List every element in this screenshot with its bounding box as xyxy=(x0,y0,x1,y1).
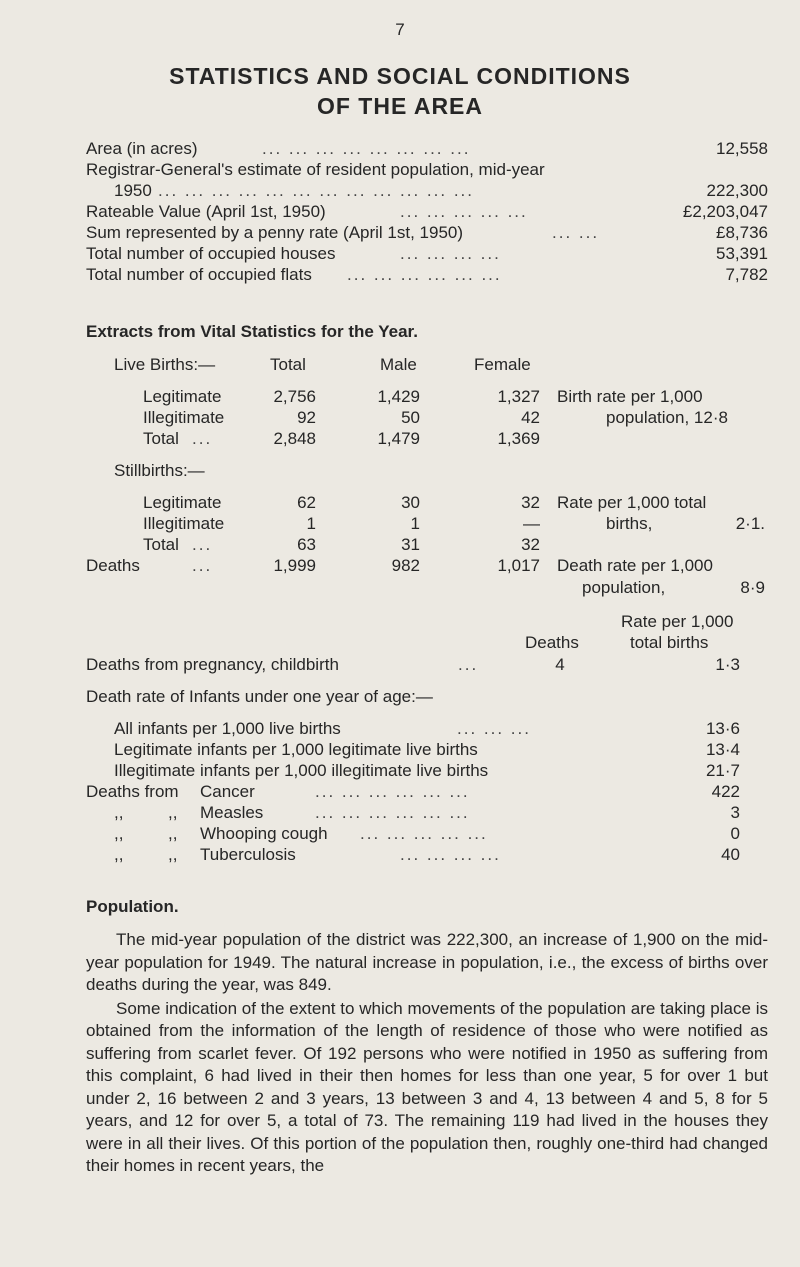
row-label: All infants per 1,000 live births xyxy=(114,719,341,738)
cell-male: 1,479 xyxy=(377,429,420,448)
leader-dots: ... xyxy=(192,429,213,448)
leader-dots: ... ... ... ... ... ... xyxy=(347,265,502,284)
leader-dots: ... ... xyxy=(552,223,600,242)
row-label: Deaths xyxy=(86,556,140,575)
row-label: Illegitimate xyxy=(143,514,225,533)
summary-label: Area (in acres) xyxy=(86,139,198,158)
summary-label: Sum represented by a penny rate (April 1st, 1950) xyxy=(86,223,464,242)
cell-female: — xyxy=(523,514,540,533)
paragraph: Some indication of the extent to which movements of the population are taking place is obtained from the information of the length of residence of those who were notified as suffering from scarlet fever. Of 192 persons who were notified in 1950 as suffering from this complaint, 6 had lived in their then homes for less than one year, 5 for over 1 but under 2, 16 between 2 and 3 years, 13 between 3 and 4, 13 between 4 and 5, 8 for 5 years, and 12 for over 5, a total of 73. The remaining 119 had lived in the houses they were in all their lives. Of this portion of the population then, roughly one-third had changed their homes in recent years, the xyxy=(86,998,768,1175)
cell-female: 32 xyxy=(521,535,540,554)
summary-value: £8,736 xyxy=(716,223,768,242)
birth-rate-note: Birth rate per 1,000 xyxy=(557,387,703,406)
leader-dots: ... ... ... ... xyxy=(400,244,501,263)
summary-value: 7,782 xyxy=(725,265,768,284)
causes-prefix: Deaths from xyxy=(86,782,179,801)
cell-total: 62 xyxy=(297,493,316,512)
row-label: Tuberculosis xyxy=(200,845,296,864)
stillbirth-rate-note-label: births, xyxy=(606,514,653,533)
section-heading-population: Population. xyxy=(86,897,179,916)
section-heading-vital-statistics: Extracts from Vital Statistics for the Year. xyxy=(86,322,418,341)
summary-label: Registrar-General's estimate of resident population, mid-year xyxy=(86,160,545,179)
row-label: Cancer xyxy=(200,782,255,801)
column-header-deaths: Deaths xyxy=(525,633,579,652)
ditto-mark: ,, xyxy=(114,845,124,864)
ditto-mark: ,, xyxy=(168,845,178,864)
cell-total: 2,848 xyxy=(273,429,316,448)
page-number: 7 xyxy=(395,20,405,39)
ditto-mark: ,, xyxy=(114,803,124,822)
leader-dots: ... ... ... xyxy=(457,719,531,738)
leader-dots: ... ... ... ... ... ... ... ... xyxy=(262,139,471,158)
row-label: Illegitimate xyxy=(143,408,225,427)
column-header-rate: Rate per 1,000 xyxy=(621,612,734,631)
leader-dots: ... ... ... ... ... xyxy=(360,824,488,843)
leader-dots: ... ... ... ... ... ... xyxy=(315,803,470,822)
cell-male: 1 xyxy=(410,514,420,533)
row-label: Total xyxy=(143,429,179,448)
population-text xyxy=(86,929,768,1178)
summary-label: Rateable Value (April 1st, 1950) xyxy=(86,202,326,221)
cell-male: 50 xyxy=(401,408,420,427)
leader-dots: ... xyxy=(458,655,479,674)
summary-label: Total number of occupied flats xyxy=(86,265,312,284)
column-header-female: Female xyxy=(474,355,531,374)
leader-dots: ... ... ... ... ... xyxy=(400,202,528,221)
column-header-male: Male xyxy=(380,355,417,374)
stillbirth-rate-note: Rate per 1,000 total xyxy=(557,493,707,512)
summary-value: £2,203,047 xyxy=(682,202,768,221)
cell-female: 42 xyxy=(521,408,540,427)
stillbirth-rate-value: 2·1. xyxy=(735,514,765,533)
page-title: STATISTICS AND SOCIAL CONDITIONS xyxy=(169,63,631,89)
death-rate-note: Death rate per 1,000 xyxy=(557,556,713,575)
cell-total: 92 xyxy=(297,408,316,427)
page-title-line-2: OF THE AREA xyxy=(316,93,484,119)
cell-deaths: 4 xyxy=(555,655,565,674)
cell-value: 422 xyxy=(711,782,740,801)
cell-total: 2,756 xyxy=(273,387,316,406)
summary-label-continued: 1950 xyxy=(114,181,152,200)
infant-heading: Death rate of Infants under one year of age:— xyxy=(86,687,433,706)
row-label: Legitimate xyxy=(143,493,222,512)
cell-value: 21·7 xyxy=(705,761,740,780)
row-label: Deaths from pregnancy, childbirth xyxy=(86,655,339,674)
cell-female: 1,369 xyxy=(497,429,540,448)
row-label: Illegitimate infants per 1,000 illegitimate live births xyxy=(114,761,489,780)
cell-rate: 1·3 xyxy=(715,655,740,674)
cell-value: 13·4 xyxy=(705,740,740,759)
summary-value: 53,391 xyxy=(716,244,768,263)
row-label: Legitimate infants per 1,000 legitimate live births xyxy=(114,740,478,759)
cell-value: 0 xyxy=(730,824,740,843)
leader-dots: ... xyxy=(192,535,213,554)
birth-rate-note-line-2: population, 12·8 xyxy=(606,408,728,427)
death-rate-note-label: population, xyxy=(582,578,666,597)
cell-female: 1,017 xyxy=(497,556,540,575)
summary-label: Total number of occupied houses xyxy=(86,244,336,263)
summary-value: 222,300 xyxy=(706,181,768,200)
row-label: Measles xyxy=(200,803,264,822)
stillbirths-heading: Stillbirths:— xyxy=(114,461,205,480)
cell-male: 982 xyxy=(391,556,420,575)
leader-dots: ... ... ... ... xyxy=(400,845,501,864)
row-label: Whooping cough xyxy=(200,824,328,843)
row-label: Legitimate xyxy=(143,387,222,406)
ditto-mark: ,, xyxy=(168,824,178,843)
cell-value: 13·6 xyxy=(705,719,740,738)
cell-total: 1 xyxy=(306,514,316,533)
cell-male: 30 xyxy=(401,493,420,512)
column-header-rate-line-2: total births xyxy=(630,633,709,652)
leader-dots: ... ... ... ... ... ... xyxy=(315,782,470,801)
cell-female: 32 xyxy=(521,493,540,512)
row-label: Total xyxy=(143,535,179,554)
ditto-mark: ,, xyxy=(114,824,124,843)
column-header-total: Total xyxy=(270,355,306,374)
cell-female: 1,327 xyxy=(497,387,540,406)
summary-value: 12,558 xyxy=(716,139,768,158)
cell-male: 31 xyxy=(401,535,420,554)
cell-male: 1,429 xyxy=(377,387,420,406)
live-births-heading: Live Births:— xyxy=(114,355,216,374)
cell-value: 40 xyxy=(721,845,740,864)
cell-total: 1,999 xyxy=(273,556,316,575)
cell-value: 3 xyxy=(730,803,740,822)
cell-total: 63 xyxy=(297,535,316,554)
leader-dots: ... ... ... ... ... ... ... ... ... ... ... ... xyxy=(158,181,474,200)
leader-dots: ... xyxy=(192,556,213,575)
ditto-mark: ,, xyxy=(168,803,178,822)
death-rate-value: 8·9 xyxy=(740,578,765,597)
paragraph: The mid-year population of the district was 222,300, an increase of 1,900 on the mid-year population for 1949. The natural increase in population, i.e., the excess of births over deaths during the year, was 849. xyxy=(86,930,768,994)
